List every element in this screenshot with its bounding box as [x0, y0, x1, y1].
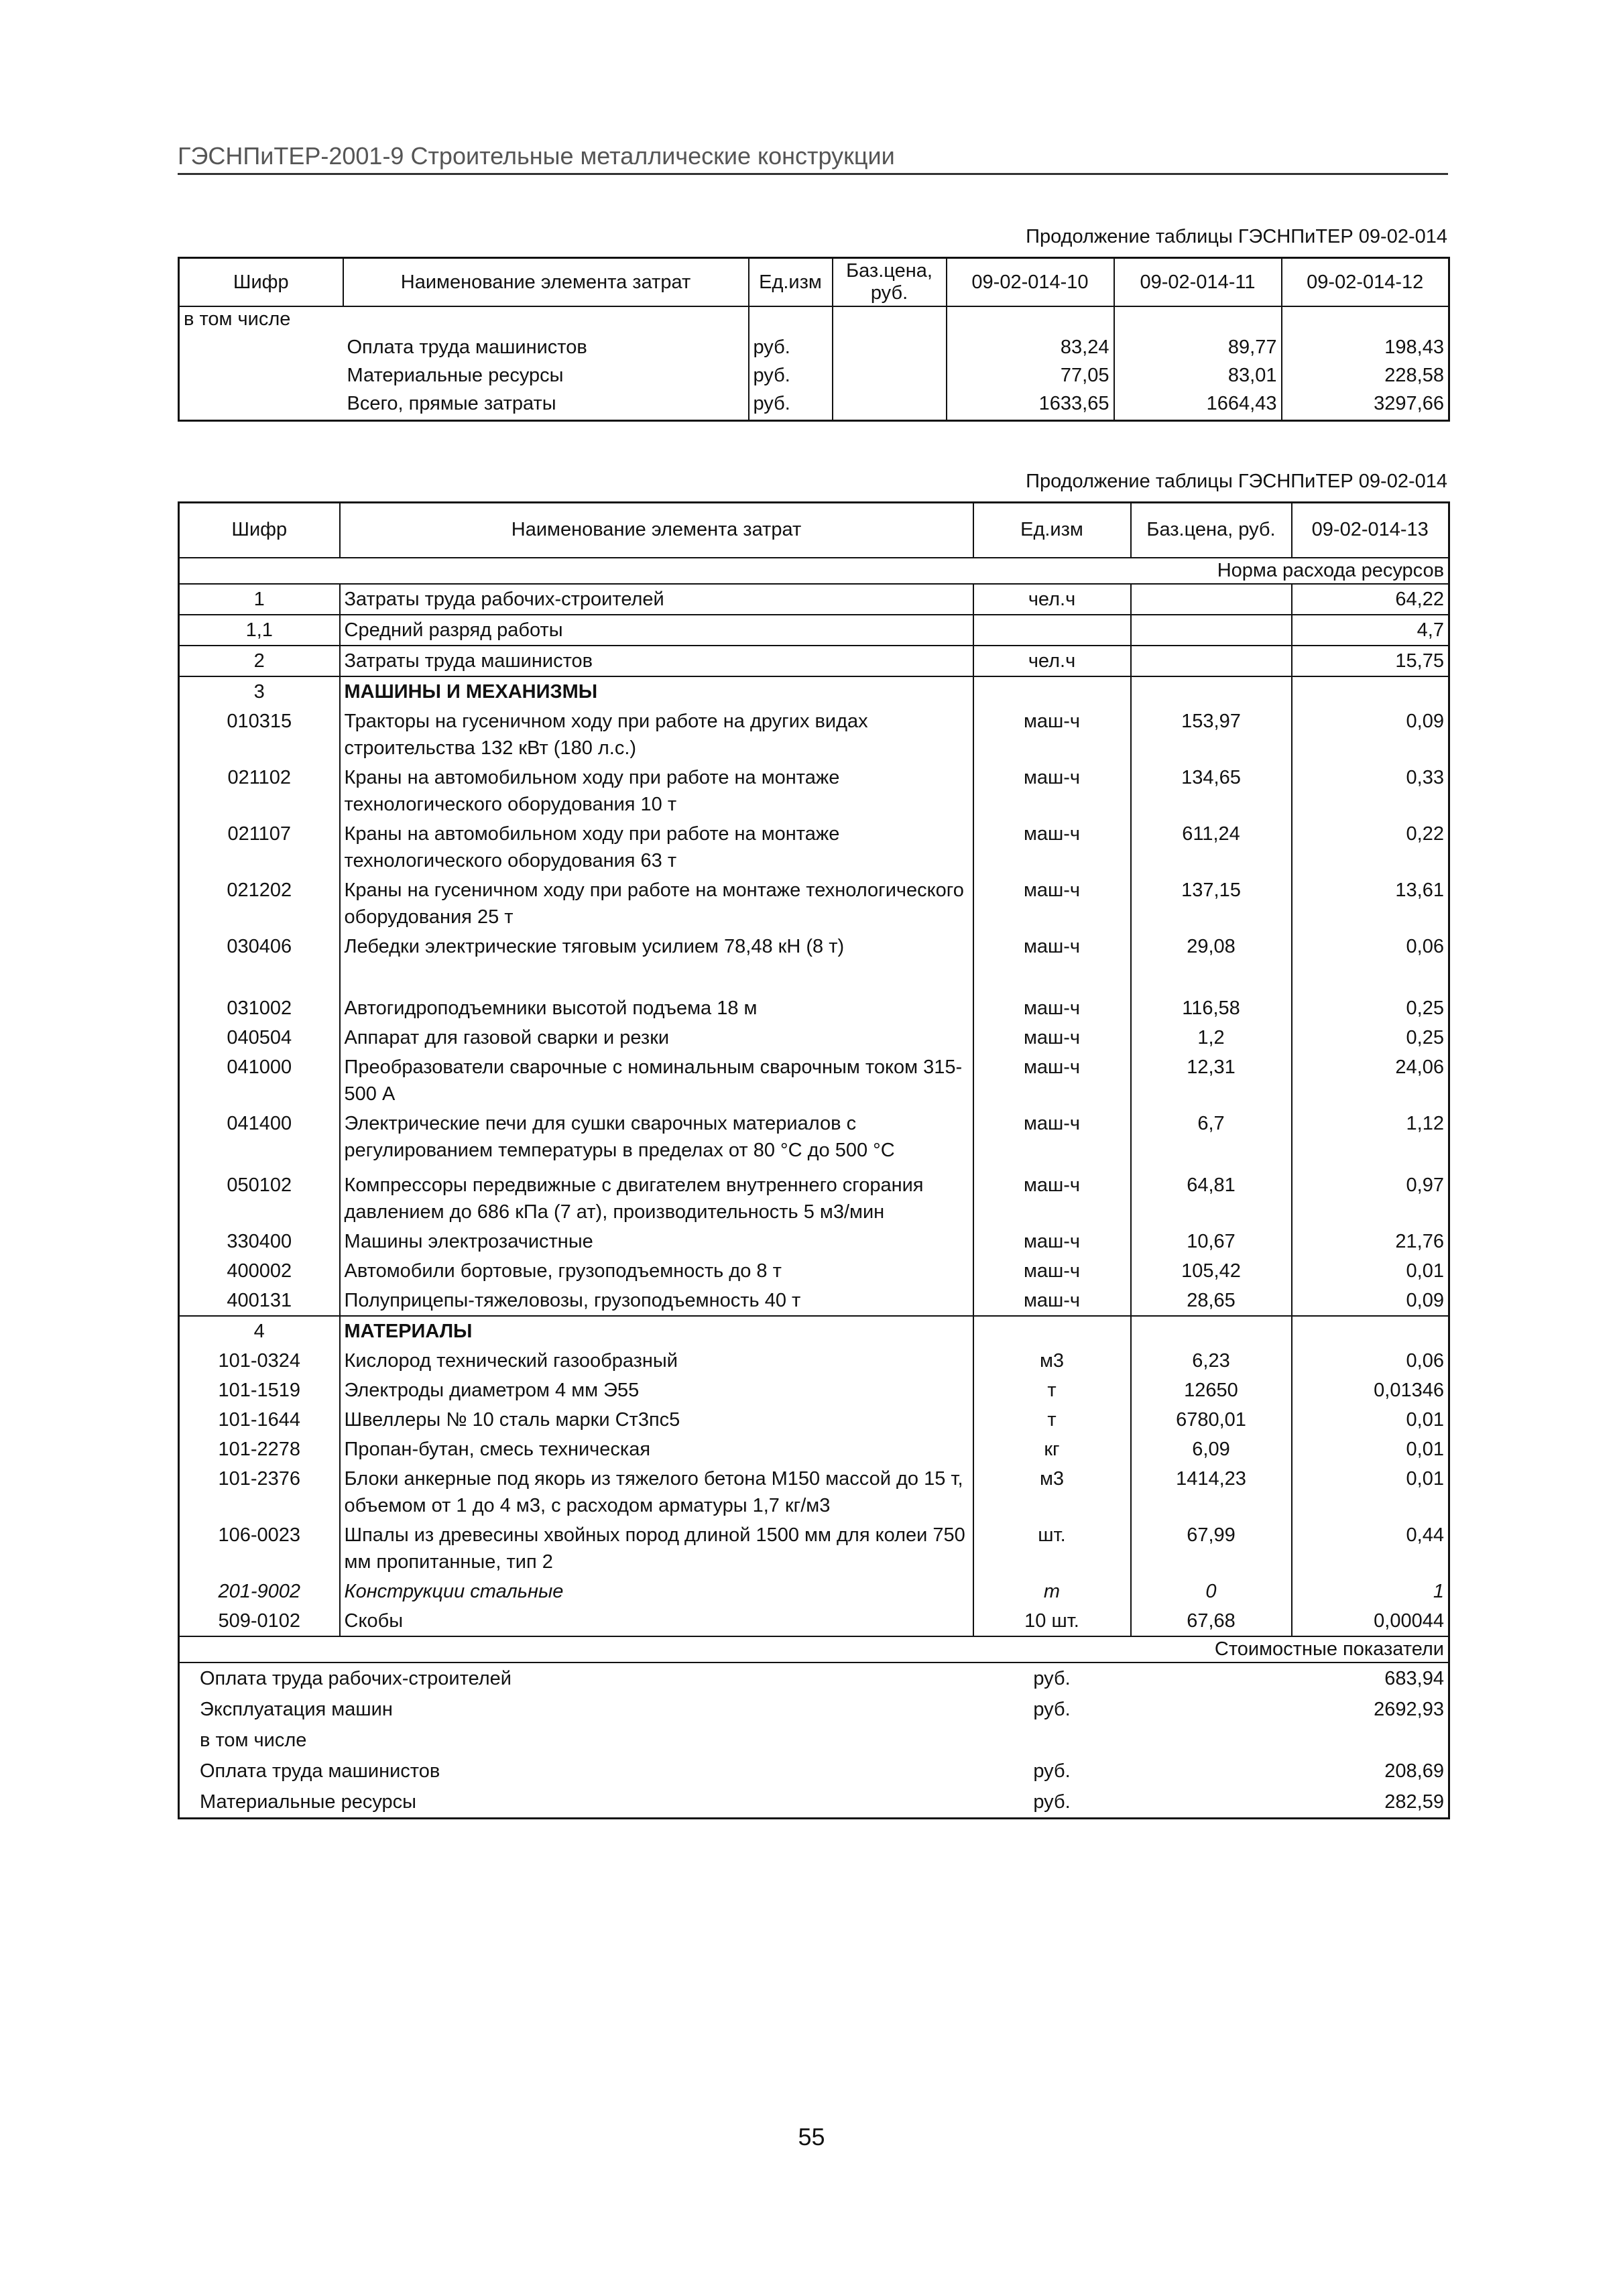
cell-base-price: 6,09 — [1131, 1435, 1292, 1464]
cell-name: Краны на гусеничном ходу при работе на монтаже технологического оборудования 25 т — [340, 875, 973, 932]
cost-name: Эксплуатация машин — [200, 1698, 393, 1720]
cell-base-price: 6,23 — [1131, 1346, 1292, 1376]
cell-value: 3297,66 — [1282, 391, 1449, 421]
cell-unit — [973, 676, 1131, 707]
cell-code: 101-2376 — [179, 1464, 340, 1520]
cell-unit: маш-ч — [973, 707, 1131, 763]
cell-name: МАТЕРИАЛЫ — [340, 1316, 973, 1346]
cell-value: 21,76 — [1292, 1227, 1449, 1256]
col-base-price: Баз.цена, руб. — [833, 258, 947, 307]
cell-code — [179, 391, 343, 421]
cost-blank — [1131, 1756, 1292, 1787]
cell-value: 0,09 — [1292, 1286, 1449, 1316]
cost-blank — [1131, 1663, 1292, 1694]
cell-unit: т — [973, 1376, 1131, 1405]
cell-name: Машины электрозачистные — [340, 1227, 973, 1256]
cell-unit: руб. — [749, 363, 833, 391]
cell-name: Автогидроподъемники высотой подъема 18 м — [340, 993, 973, 1023]
col-09-02-014-10: 09-02-014-10 — [947, 258, 1114, 307]
cell-code: 030406 — [179, 932, 340, 993]
table-row — [179, 1346, 1449, 1376]
cell-base-price: 10,67 — [1131, 1227, 1292, 1256]
cell-code: 021202 — [179, 875, 340, 932]
col-unit: Ед.изм — [749, 258, 833, 307]
cell-value: 0,01 — [1292, 1435, 1449, 1464]
table-row — [179, 1109, 1449, 1170]
cost-value: 2692,93 — [1292, 1694, 1449, 1725]
cell-unit: руб. — [749, 335, 833, 363]
cell-code: 4 — [179, 1316, 340, 1346]
cell-name: Полуприцепы-тяжеловозы, грузоподъемность 40 т — [340, 1286, 973, 1316]
cell-value: 0,44 — [1292, 1520, 1449, 1577]
cell-unit: маш-ч — [973, 1109, 1131, 1170]
cell-name: Материальные ресурсы — [347, 365, 564, 386]
cell-value: 0,01346 — [1292, 1376, 1449, 1405]
cell-code: 106-0023 — [179, 1520, 340, 1577]
table-row — [179, 1464, 1449, 1520]
cell-name: Шпалы из древесины хвойных пород длиной 1500 мм для колеи 750 мм пропитанные, тип 2 — [340, 1520, 973, 1577]
cost-blank — [1131, 1787, 1292, 1819]
table-row — [179, 707, 1449, 763]
cost-name: Материальные ресурсы — [200, 1791, 416, 1813]
cell-code: 041400 — [179, 1109, 340, 1170]
cost-row — [179, 1787, 1449, 1819]
table-row — [179, 1577, 1449, 1606]
table-row — [179, 1052, 1449, 1109]
cell-unit: маш-ч — [973, 1023, 1131, 1052]
cell-base-price — [833, 363, 947, 391]
cell-name: Конструкции стальные — [340, 1577, 973, 1606]
cell-unit: маш-ч — [973, 819, 1131, 875]
table1 — [178, 257, 1450, 422]
col-code: Шифр — [179, 258, 343, 307]
cell-name: Затраты труда рабочих-строителей — [340, 584, 973, 615]
cost-row — [179, 1663, 1449, 1694]
cell-code — [179, 335, 343, 363]
cell-base-price: 1414,23 — [1131, 1464, 1292, 1520]
cell-base-price: 116,58 — [1131, 993, 1292, 1023]
cell-base-price: 134,65 — [1131, 763, 1292, 819]
cell-value — [1292, 1316, 1449, 1346]
cell-code: 010315 — [179, 707, 340, 763]
table-row — [179, 363, 1449, 391]
col-name: Наименование элемента затрат — [340, 503, 973, 558]
cell-base-price: 64,81 — [1131, 1170, 1292, 1227]
cell-code: 101-2278 — [179, 1435, 340, 1464]
table-row — [179, 676, 1449, 707]
cell-base-price — [833, 335, 947, 363]
cell-name: Лебедки электрические тяговым усилием 78,48 кН (8 т) — [340, 932, 973, 993]
table-row — [179, 1316, 1449, 1346]
cell-unit: маш-ч — [973, 1052, 1131, 1109]
cell-value: 0,09 — [1292, 707, 1449, 763]
cell-base-price — [1131, 615, 1292, 646]
table2 — [178, 501, 1450, 1819]
cell-unit: маш-ч — [973, 1256, 1131, 1286]
cell-value — [1282, 306, 1449, 335]
cell-base-price — [1131, 646, 1292, 676]
col-09-02-014-13: 09-02-014-13 — [1292, 503, 1449, 558]
cell-unit: т — [973, 1577, 1131, 1606]
cell-value: 0,01 — [1292, 1256, 1449, 1286]
col-name: Наименование элемента затрат — [343, 258, 749, 307]
cost-unit: руб. — [1033, 1791, 1071, 1813]
cell-value: 89,77 — [1114, 335, 1282, 363]
table-row — [179, 763, 1449, 819]
cost-label: Стоимостные показатели — [179, 1636, 1449, 1663]
table-row — [179, 993, 1449, 1023]
col-code: Шифр — [179, 503, 340, 558]
cell-value: 13,61 — [1292, 875, 1449, 932]
cell-base-price: 611,24 — [1131, 819, 1292, 875]
cell-name: в том числе — [184, 308, 291, 330]
cell-code: 101-1644 — [179, 1405, 340, 1435]
cell-unit: маш-ч — [973, 1227, 1131, 1256]
cell-value — [1114, 306, 1282, 335]
table-row — [179, 1227, 1449, 1256]
table-row — [179, 584, 1449, 615]
cell-unit: маш-ч — [973, 1170, 1131, 1227]
cell-base-price: 1,2 — [1131, 1023, 1292, 1052]
cell-value: 0,00044 — [1292, 1606, 1449, 1636]
cell-base-price — [1131, 676, 1292, 707]
cost-unit: руб. — [1033, 1760, 1071, 1782]
page-header: ГЭСНПиТЕР-2001-9 Строительные металлические конструкции — [178, 142, 1448, 175]
cell-value: 228,58 — [1282, 363, 1449, 391]
cell-name: Электроды диаметром 4 мм Э55 — [340, 1376, 973, 1405]
cell-value: 15,75 — [1292, 646, 1449, 676]
table-row — [179, 819, 1449, 875]
cell-code — [179, 363, 343, 391]
cost-row — [179, 1756, 1449, 1787]
cost-value: 208,69 — [1292, 1756, 1449, 1787]
cell-unit: м3 — [973, 1464, 1131, 1520]
table-row — [179, 1435, 1449, 1464]
norm-label: Норма расхода ресурсов — [179, 558, 1449, 584]
cell-unit: маш-ч — [973, 993, 1131, 1023]
cell-value: 0,25 — [1292, 993, 1449, 1023]
cell-unit — [973, 1316, 1131, 1346]
cell-code: 101-1519 — [179, 1376, 340, 1405]
cell-code: 041000 — [179, 1052, 340, 1109]
cell-value: 1633,65 — [947, 391, 1114, 421]
cell-name: Кислород технический газообразный — [340, 1346, 973, 1376]
cell-base-price: 6780,01 — [1131, 1405, 1292, 1435]
cost-unit: руб. — [1033, 1667, 1071, 1689]
cost-value — [1292, 1725, 1449, 1756]
cell-name: Затраты труда машинистов — [340, 646, 973, 676]
cell-value: 0,97 — [1292, 1170, 1449, 1227]
cell-unit: маш-ч — [973, 763, 1131, 819]
cell-name: Тракторы на гусеничном ходу при работе на других видах строительства 132 кВт (180 л.с.) — [340, 707, 973, 763]
cost-unit — [973, 1725, 1131, 1756]
cell-code: 400002 — [179, 1256, 340, 1286]
cell-unit: руб. — [749, 391, 833, 421]
cell-base-price: 67,99 — [1131, 1520, 1292, 1577]
cell-name: Краны на автомобильном ходу при работе на монтаже технологического оборудования 10 т — [340, 763, 973, 819]
cost-value: 282,59 — [1292, 1787, 1449, 1819]
cell-code: 101-0324 — [179, 1346, 340, 1376]
cell-unit: кг — [973, 1435, 1131, 1464]
cell-base-price — [1131, 1316, 1292, 1346]
cell-value: 0,25 — [1292, 1023, 1449, 1052]
table-row — [179, 1520, 1449, 1577]
cost-name: Оплата труда рабочих-строителей — [200, 1667, 512, 1689]
cell-base-price — [833, 306, 947, 335]
cell-code: 031002 — [179, 993, 340, 1023]
cell-code: 040504 — [179, 1023, 340, 1052]
cell-name: Аппарат для газовой сварки и резки — [340, 1023, 973, 1052]
col-unit: Ед.изм — [973, 503, 1131, 558]
cell-name: Средний разряд работы — [340, 615, 973, 646]
cell-value: 0,01 — [1292, 1464, 1449, 1520]
cell-value: 0,33 — [1292, 763, 1449, 819]
table-row — [179, 1286, 1449, 1316]
cell-code: 400131 — [179, 1286, 340, 1316]
cell-unit: 10 шт. — [973, 1606, 1131, 1636]
table-row — [179, 932, 1449, 993]
cell-value: 77,05 — [947, 363, 1114, 391]
cell-value: 4,7 — [1292, 615, 1449, 646]
cell-value: 83,24 — [947, 335, 1114, 363]
cost-blank — [1131, 1725, 1292, 1756]
table-row — [179, 875, 1449, 932]
cell-value: 1664,43 — [1114, 391, 1282, 421]
cost-name: Оплата труда машинистов — [200, 1760, 440, 1782]
cell-code: 021107 — [179, 819, 340, 875]
cell-value: 0,01 — [1292, 1405, 1449, 1435]
cell-base-price: 29,08 — [1131, 932, 1292, 993]
col-09-02-014-12: 09-02-014-12 — [1282, 258, 1449, 307]
cell-unit: чел.ч — [973, 646, 1131, 676]
cell-name: Краны на автомобильном ходу при работе на монтаже технологического оборудования 63 т — [340, 819, 973, 875]
col-base-price: Баз.цена, руб. — [1131, 503, 1292, 558]
cell-unit — [973, 615, 1131, 646]
cell-value: 198,43 — [1282, 335, 1449, 363]
cell-base-price: 28,65 — [1131, 1286, 1292, 1316]
table-row — [179, 615, 1449, 646]
cell-code: 2 — [179, 646, 340, 676]
cell-unit — [749, 306, 833, 335]
cell-name: Пропан-бутан, смесь техническая — [340, 1435, 973, 1464]
table-row — [179, 1256, 1449, 1286]
cell-value: 0,06 — [1292, 932, 1449, 993]
cell-base-price: 137,15 — [1131, 875, 1292, 932]
cell-name: Блоки анкерные под якорь из тяжелого бетона М150 массой до 15 т, объемом от 1 до 4 м3, с расходом арматуры 1,7 кг/м3 — [340, 1464, 973, 1520]
cell-base-price — [833, 391, 947, 421]
cell-base-price: 12650 — [1131, 1376, 1292, 1405]
table-row — [179, 1405, 1449, 1435]
cell-value: 1,12 — [1292, 1109, 1449, 1170]
cell-base-price: 105,42 — [1131, 1256, 1292, 1286]
table-row — [179, 646, 1449, 676]
cost-blank — [1131, 1694, 1292, 1725]
cell-code: 509-0102 — [179, 1606, 340, 1636]
cell-value: 83,01 — [1114, 363, 1282, 391]
cell-unit: м3 — [973, 1346, 1131, 1376]
cost-value: 683,94 — [1292, 1663, 1449, 1694]
cost-row — [179, 1725, 1449, 1756]
cost-unit: руб. — [1033, 1698, 1071, 1720]
cell-name: Электрические печи для сушки сварочных материалов с регулированием температуры в пределах от 80 °С до 500 °С — [340, 1109, 973, 1170]
cell-name: Скобы — [340, 1606, 973, 1636]
cell-unit: маш-ч — [973, 1286, 1131, 1316]
cell-code: 330400 — [179, 1227, 340, 1256]
cell-value — [1292, 676, 1449, 707]
cell-name: Всего, прямые затраты — [347, 393, 556, 414]
table2-caption: Продолжение таблицы ГЭСНПиТЕР 09-02-014 — [1026, 471, 1447, 492]
cell-value: 0,06 — [1292, 1346, 1449, 1376]
cell-unit: шт. — [973, 1520, 1131, 1577]
cell-base-price: 153,97 — [1131, 707, 1292, 763]
table-row — [179, 306, 1449, 335]
cell-unit: чел.ч — [973, 584, 1131, 615]
table-row — [179, 1023, 1449, 1052]
cell-code: 3 — [179, 676, 340, 707]
cell-code: 050102 — [179, 1170, 340, 1227]
cell-code: 201-9002 — [179, 1577, 340, 1606]
cell-value: 1 — [1292, 1577, 1449, 1606]
cell-name: Оплата труда машинистов — [347, 337, 587, 358]
page-number: 55 — [798, 2123, 825, 2151]
cell-code: 1,1 — [179, 615, 340, 646]
table-row — [179, 1170, 1449, 1227]
cell-name: Преобразователи сварочные с номинальным сварочным током 315-500 А — [340, 1052, 973, 1109]
cell-code: 1 — [179, 584, 340, 615]
table-row — [179, 1376, 1449, 1405]
cell-value: 64,22 — [1292, 584, 1449, 615]
cell-name: Компрессоры передвижные с двигателем внутреннего сгорания давлением до 686 кПа (7 ат), производительность 5 м3/мин — [340, 1170, 973, 1227]
cell-base-price: 12,31 — [1131, 1052, 1292, 1109]
cost-row — [179, 1694, 1449, 1725]
cost-name: в том числе — [200, 1729, 307, 1751]
cell-unit: маш-ч — [973, 875, 1131, 932]
cell-base-price: 0 — [1131, 1577, 1292, 1606]
table-row — [179, 1606, 1449, 1636]
col-09-02-014-11: 09-02-014-11 — [1114, 258, 1282, 307]
cell-base-price: 67,68 — [1131, 1606, 1292, 1636]
cell-name: МАШИНЫ И МЕХАНИЗМЫ — [340, 676, 973, 707]
table1-caption: Продолжение таблицы ГЭСНПиТЕР 09-02-014 — [1026, 226, 1447, 247]
cell-code: 021102 — [179, 763, 340, 819]
cell-value: 0,22 — [1292, 819, 1449, 875]
cell-value — [947, 306, 1114, 335]
table-row — [179, 391, 1449, 421]
cell-base-price — [1131, 584, 1292, 615]
cell-name: Автомобили бортовые, грузоподъемность до 8 т — [340, 1256, 973, 1286]
cell-value: 24,06 — [1292, 1052, 1449, 1109]
table-row — [179, 335, 1449, 363]
cell-unit: т — [973, 1405, 1131, 1435]
cell-base-price: 6,7 — [1131, 1109, 1292, 1170]
cell-unit: маш-ч — [973, 932, 1131, 993]
cell-name: Швеллеры № 10 сталь марки Ст3пс5 — [340, 1405, 973, 1435]
